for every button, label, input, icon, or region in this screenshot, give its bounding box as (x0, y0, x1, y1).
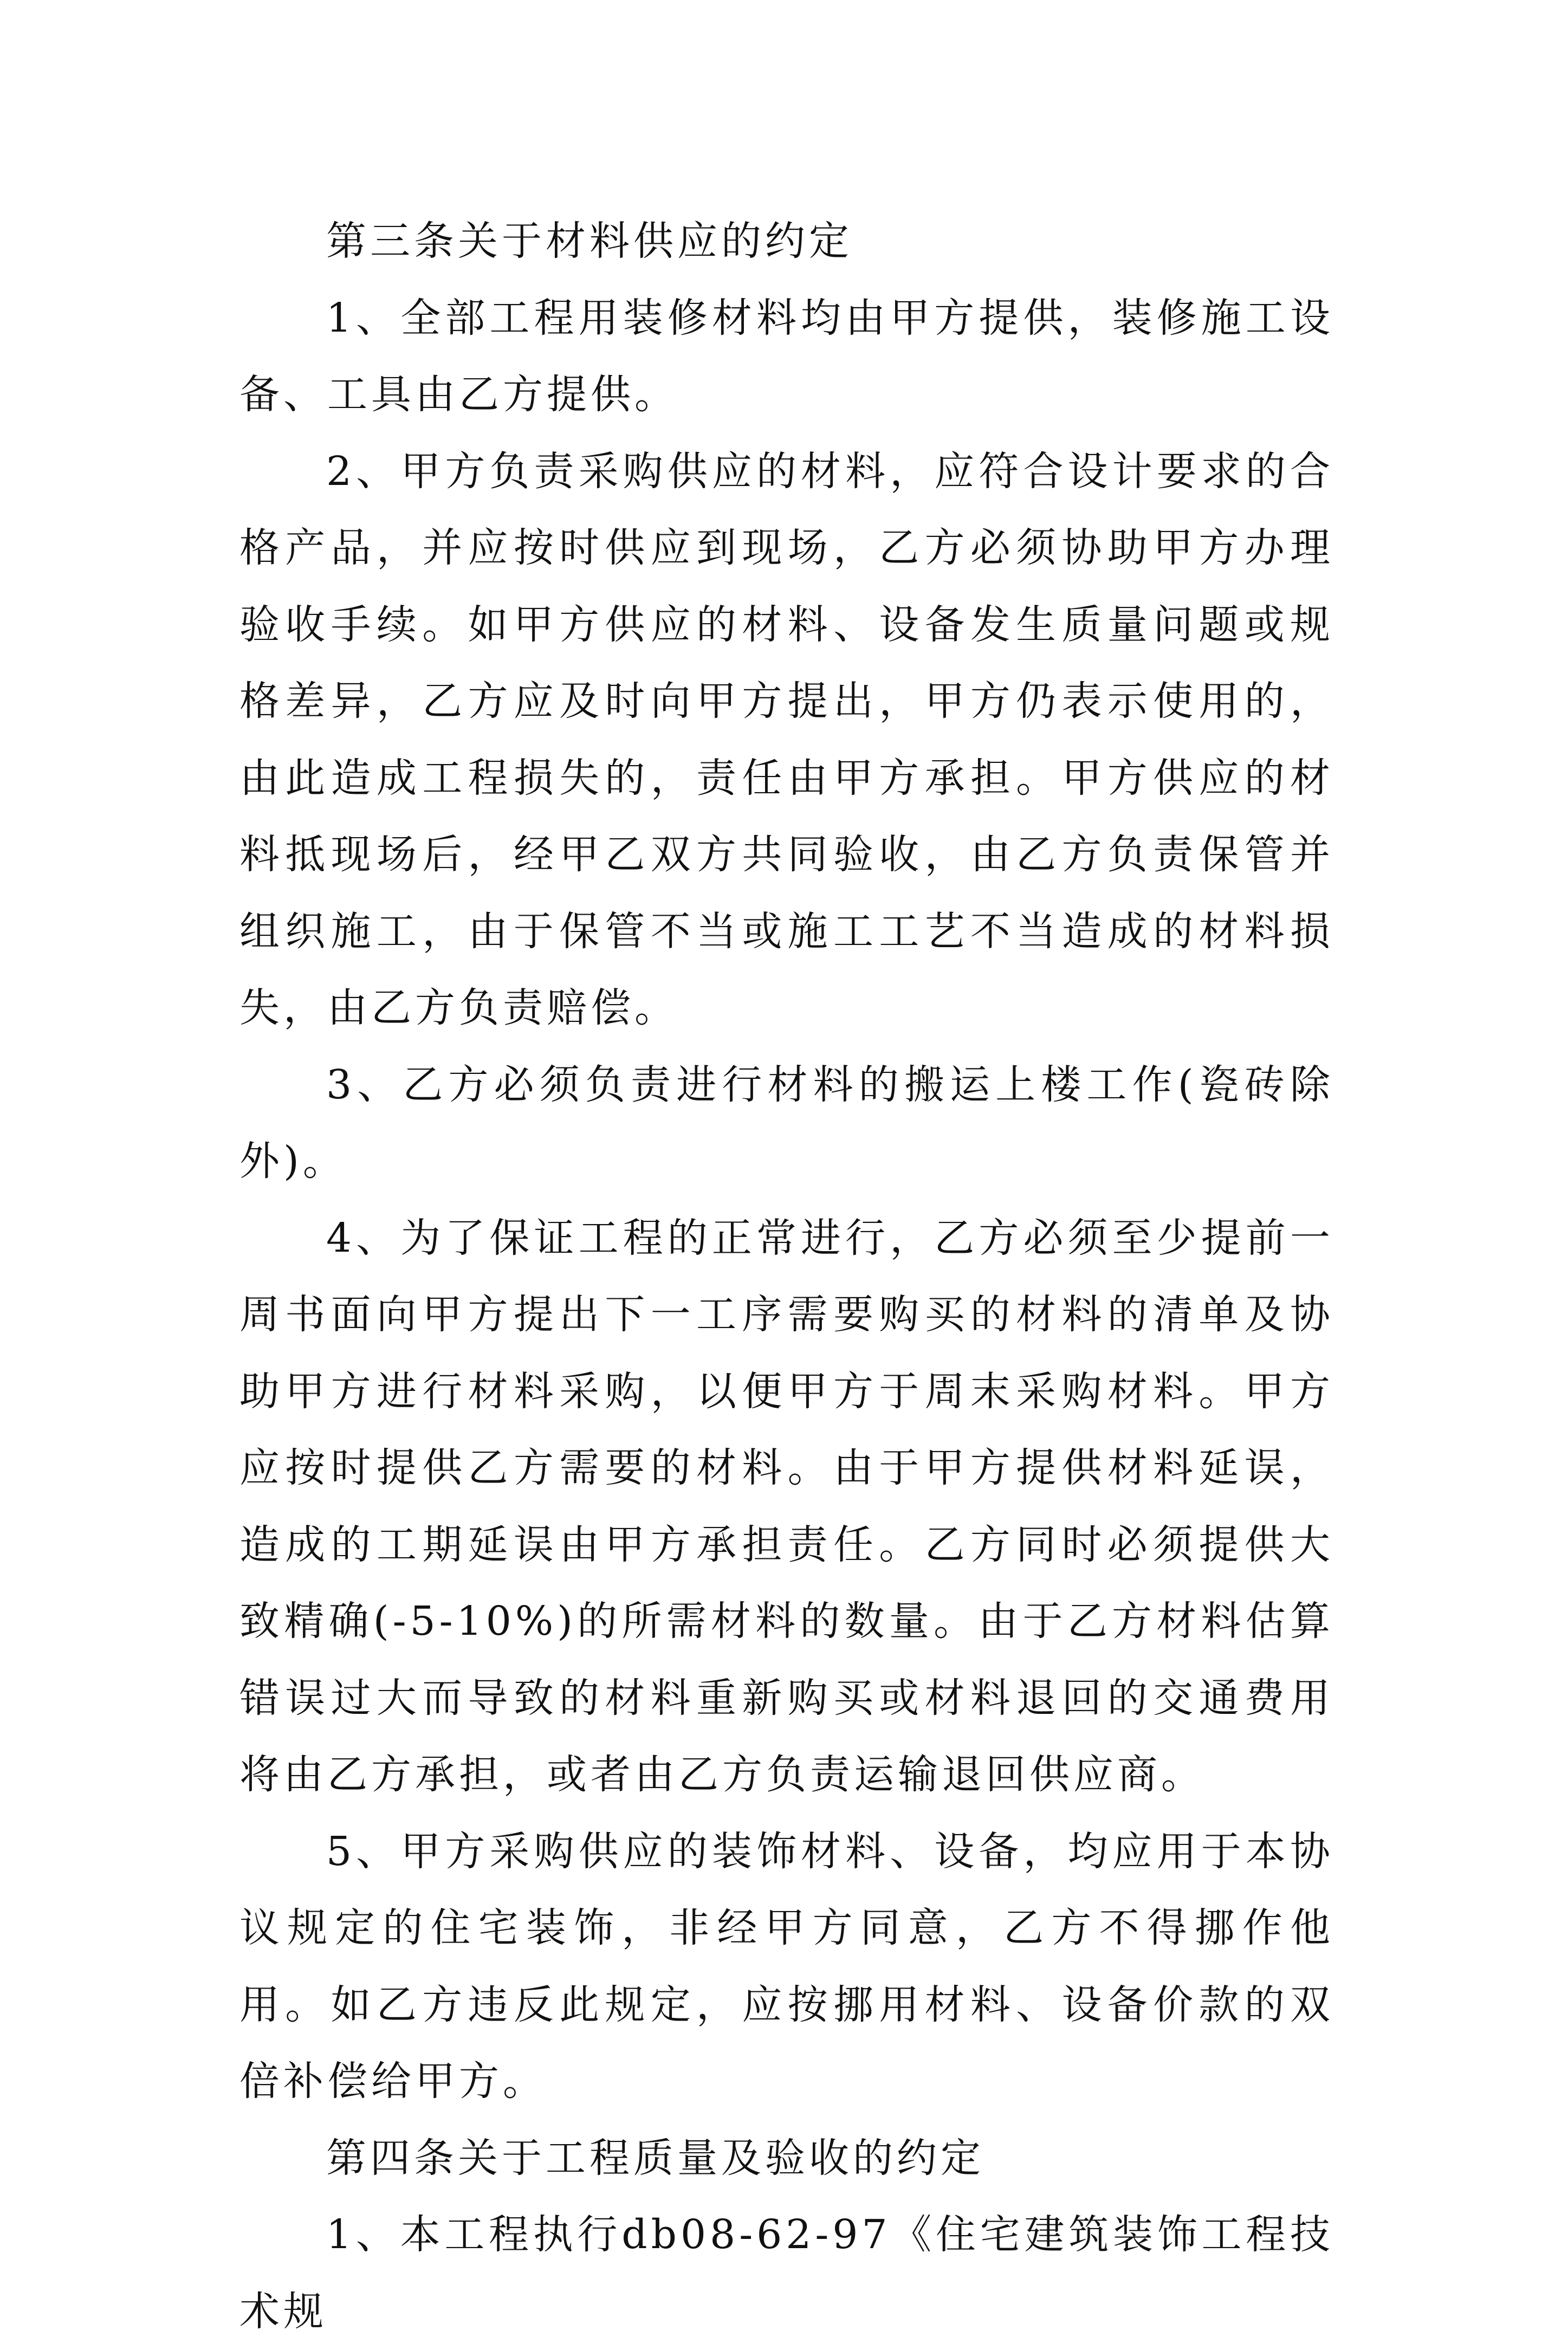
clause-paragraph: 2、甲方负责采购供应的材料，应符合设计要求的合格产品，并应按时供应到现场，乙方必须协助甲方办理验收手续。如甲方供应的材料、设备发生质量问题或规格差异，乙方应及时向甲方提出，甲方仍表示使用的，由此造成工程损失的，责任由甲方承担。甲方供应的材料抵现场后，经甲乙双方共同验收，由乙方负责保管并组织施工，由于保管不当或施工工艺不当造成的材料损失，由乙方负责赔偿。 (239, 448, 1334, 1031)
clause-paragraph: 5、甲方采购供应的装饰材料、设备，均应用于本协议规定的住宅装饰，非经甲方同意，乙方不得挪作他用。如乙方违反此规定，应按挪用材料、设备价款的双倍补偿给甲方。 (239, 1828, 1334, 2105)
clause-paragraph: 3、乙方必须负责进行材料的搬运上楼工作(瓷砖除外)。 (239, 1061, 1334, 1184)
section-heading: 第三条关于材料供应的约定 (326, 218, 853, 264)
clause-paragraph: 1、本工程执行db08-62-97《住宅建筑装饰工程技术规 (239, 2211, 1334, 2335)
section-heading: 第四条关于工程质量及验收的约定 (326, 2134, 984, 2181)
clause-paragraph: 4、为了保证工程的正常进行，乙方必须至少提前一周书面向甲方提出下一工序需要购买的材料的清单及协助甲方进行材料采购，以便甲方于周末采购材料。甲方应按时提供乙方需要的材料。由于甲方提供材料延误，造成的工期延误由甲方承担责任。乙方同时必须提供大致精确(-5-10%)的所需材料的数量。由于乙方材料估算错误过大而导致的材料重新购买或材料退回的交通费用将由乙方承担，或者由乙方负责运输退回供应商。 (239, 1214, 1334, 1798)
clause-paragraph: 1、全部工程用装修材料均由甲方提供，装修施工设备、工具由乙方提供。 (239, 294, 1334, 418)
document-body (239, 203, 1334, 2350)
